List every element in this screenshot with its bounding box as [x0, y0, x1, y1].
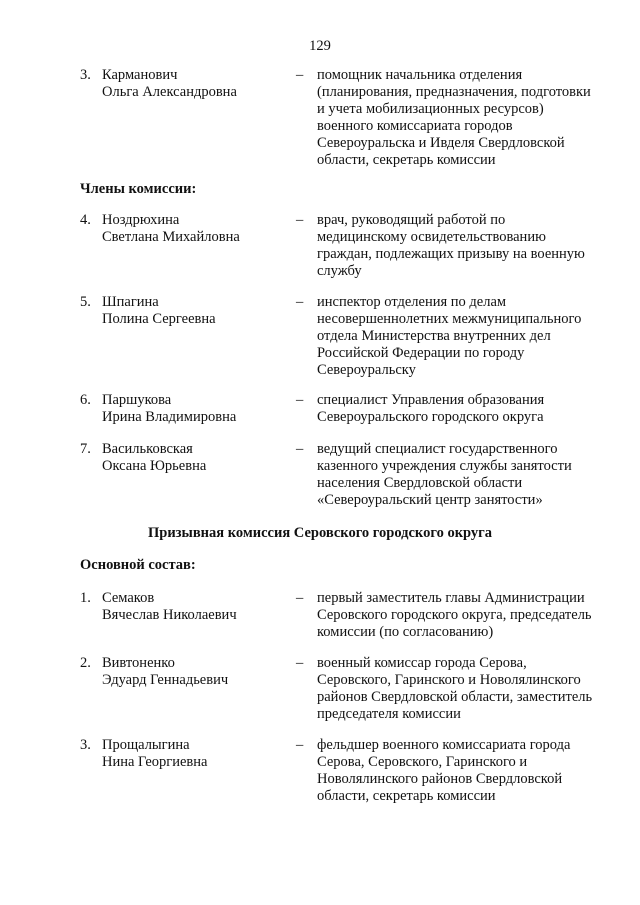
- item-number: 3.: [80, 737, 91, 753]
- item-number: 2.: [80, 655, 91, 671]
- page-number: 129: [309, 38, 331, 54]
- dash: –: [296, 67, 304, 83]
- dash: –: [296, 392, 304, 408]
- item-number: 5.: [80, 294, 91, 310]
- members-heading: Члены комиссии:: [80, 181, 197, 197]
- position-description: врач, руководящий работой по медицинскому освидетельствованию граждан, подлежащих призыву на военную службу: [317, 212, 585, 279]
- person-name: Паршукова Ирина Владимировна: [102, 392, 237, 425]
- position-description: инспектор отделения по делам несовершеннолетних межмуниципального отдела Министерства внутренних дел Российской Федерации по городу Североуральску: [317, 294, 582, 378]
- item-number: 3.: [80, 67, 91, 83]
- person-name: Ноздрюхина Светлана Михайловна: [102, 212, 240, 245]
- main-composition-heading: Основной состав:: [80, 557, 196, 573]
- dash: –: [296, 655, 304, 671]
- position-description: специалист Управления образования Североуральского городского округа: [317, 392, 545, 425]
- person-name: Вивтоненко Эдуард Геннадьевич: [102, 655, 229, 688]
- position-description: военный комиссар города Серова, Серовского, Гаринского и Новолялинского районов Свердловской области, заместитель председателя комиссии: [317, 655, 593, 722]
- person-name: Шпагина Полина Сергеевна: [102, 294, 216, 327]
- person-name: Васильковская Оксана Юрьевна: [102, 441, 207, 474]
- person-name: Прощалыгина Нина Георгиевна: [102, 737, 208, 770]
- position-description: фельдшер военного комиссариата города Серова, Серовского, Гаринского и Новолялинского районов Свердловской области, секретарь комиссии: [317, 737, 571, 804]
- position-description: помощник начальника отделения (планирования, предназначения, подготовки и учета мобилизационных ресурсов) военного комиссариата городов Североуральска и Ивделя Свердловской области, секретарь комиссии: [317, 67, 591, 168]
- item-number: 1.: [80, 590, 91, 606]
- dash: –: [296, 590, 304, 606]
- dash: –: [296, 212, 304, 228]
- person-name: Карманович Ольга Александровна: [102, 67, 237, 100]
- dash: –: [296, 441, 304, 457]
- position-description: первый заместитель главы Администрации Серовского городского округа, председатель комиссии (по согласованию): [317, 590, 592, 640]
- section-title: Призывная комиссия Серовского городского округа: [147, 525, 493, 541]
- item-number: 6.: [80, 392, 91, 408]
- dash: –: [296, 294, 304, 310]
- dash: –: [296, 737, 304, 753]
- position-description: ведущий специалист государственного казенного учреждения службы занятости населения Свердловской области «Североуральский центр занятости»: [317, 441, 572, 508]
- person-name: Семаков Вячеслав Николаевич: [102, 590, 237, 623]
- item-number: 7.: [80, 441, 91, 457]
- item-number: 4.: [80, 212, 91, 228]
